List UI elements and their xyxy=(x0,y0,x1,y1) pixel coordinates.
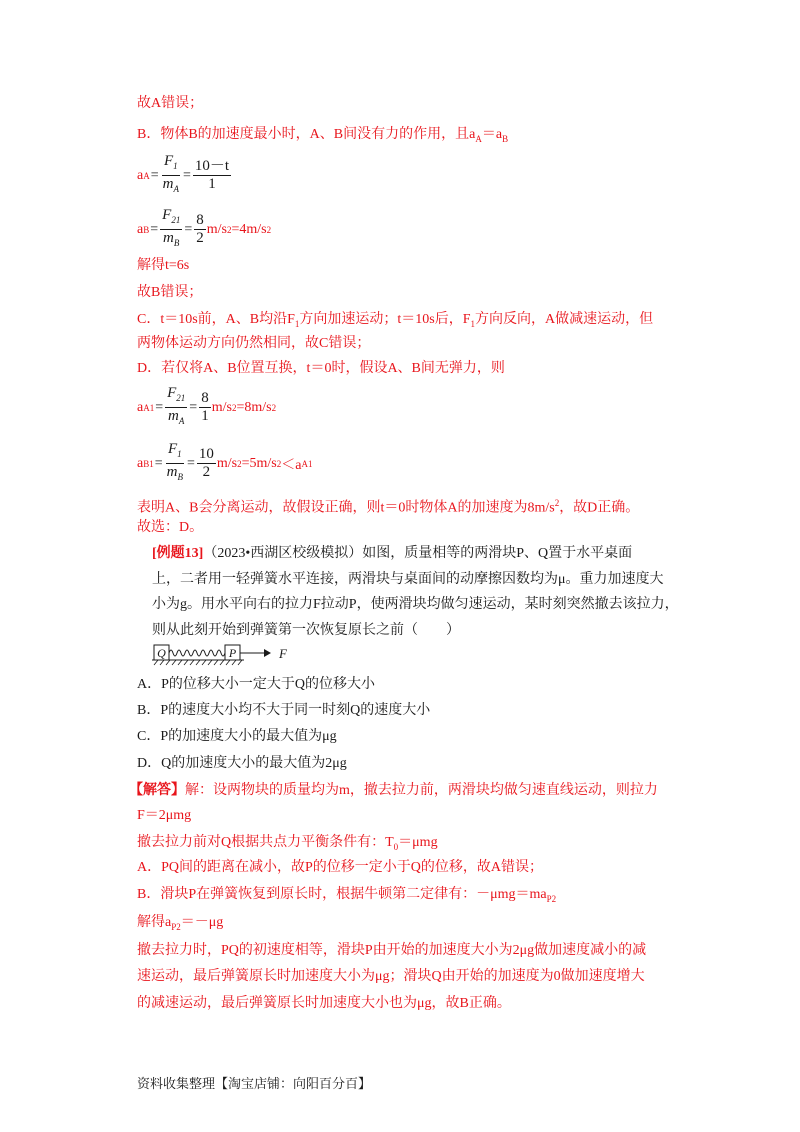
answer-line: 【解答】解：设两物块的质量均为m，撤去拉力前，两滑块均做匀速直线运动，则拉力 xyxy=(129,783,658,798)
answer-tag: 【解答】 xyxy=(129,783,185,798)
footer-text: 资料收集整理【淘宝店铺：向阳百分百】 xyxy=(137,1077,372,1092)
question-line: 则从此刻开始到弹簧第一次恢复原长之前（ ） xyxy=(152,623,460,638)
equation-aA: a A = $\frac{F_1}{m_A}$ = $\frac{10-t}{1}$ xyxy=(137,153,230,194)
text-line: B．物体B的加速度最小时，A、B间没有力的作用，且$a_A=a_B$ xyxy=(137,127,509,144)
option-a: A．P的位移大小一定大于Q的位移大小 xyxy=(137,677,376,692)
text-line: 表明A、B会分离运动，故假设正确，则t＝0时物体A的加速度为$8m/s^2$，故D正确。 xyxy=(137,498,640,516)
answer-line: 解得$a_{P2}=-\mu g$ xyxy=(137,915,224,932)
option-d: D．Q的加速度大小的最大值为2μg xyxy=(137,756,347,771)
equation-aA1: a A1 = $\frac{F_{21}}{m_A}$ = $\frac{8}{1}$ m/s 2 =8m/s 2 xyxy=(137,385,277,426)
answer-line: 撤去拉力时，PQ的初速度相等，滑块P由开始的加速度大小为2μg做加速度减小的减 xyxy=(137,943,647,958)
text-line: 故选：D。 xyxy=(137,520,204,535)
spring xyxy=(169,650,225,656)
text-line: C．t＝10s前，A、B均沿$F_1$方向加速运动；t＝10s后，$F_1$方向反向，A做减速运动，但 xyxy=(137,312,654,329)
force-arrow-head xyxy=(264,649,271,657)
answer-line: 撤去拉力前对Q根据共点力平衡条件有：$T_0=\mu mg$ xyxy=(137,835,438,852)
answer-line: 的减速运动，最后弹簧原长时加速度大小也为μg，故B正确。 xyxy=(137,996,511,1011)
text-line: 解得t=6s xyxy=(137,258,190,273)
question-line: 小为g。用水平向右的拉力F拉动P，使两滑块均做匀速运动，某时刻突然撤去该拉力， xyxy=(152,597,679,612)
answer-line: A．PQ间的距离在减小，故P的位移一定小于Q的位移，故A错误； xyxy=(137,860,544,875)
equation-aB1: a B1 = $\frac{F_1}{m_B}$ = $\frac{10}{2}$ m/s 2 =5m/s 2 ＜a A1 xyxy=(137,441,313,482)
equation-aB: a B = $\frac{F_{21}}{m_B}$ = $\frac{8}{2}$ m/s 2 =4m/s 2 xyxy=(137,207,272,248)
text-line: D．若仅将A、B位置互换，t＝0时，假设A、B间无弹力，则 xyxy=(137,361,505,376)
block-q-label: Q xyxy=(157,646,166,660)
spring-blocks-diagram xyxy=(152,644,302,666)
text-line: 故B错误； xyxy=(137,285,203,300)
answer-line: 速运动，最后弹簧原长时加速度大小为μg；滑块Q由开始的加速度为0做加速度增大 xyxy=(137,969,645,984)
question-line: [例题13]（2023•西湖区校级模拟）如图，质量相等的两滑块P、Q置于水平桌面 xyxy=(152,546,633,561)
force-label: F xyxy=(279,646,287,661)
text-line: 故A错误； xyxy=(137,96,204,111)
example-tag: [例题13] xyxy=(152,546,204,561)
answer-line: F＝2μmg xyxy=(137,808,192,823)
text-line: 两物体运动方向仍然相同，故C错误； xyxy=(137,336,371,351)
table-surface xyxy=(152,660,244,665)
option-b: B．P的速度大小均不大于同一时刻Q的速度大小 xyxy=(137,703,431,718)
block-p-label: P xyxy=(228,646,237,660)
option-c: C．P的加速度大小的最大值为μg xyxy=(137,729,337,744)
question-line: 上，二者用一轻弹簧水平连接，两滑块与桌面间的动摩擦因数均为μ。重力加速度大 xyxy=(152,572,664,587)
answer-line: B．滑块P在弹簧恢复到原长时，根据牛顿第二定律有：$-\mu mg=ma_{P2}$ xyxy=(137,887,557,904)
